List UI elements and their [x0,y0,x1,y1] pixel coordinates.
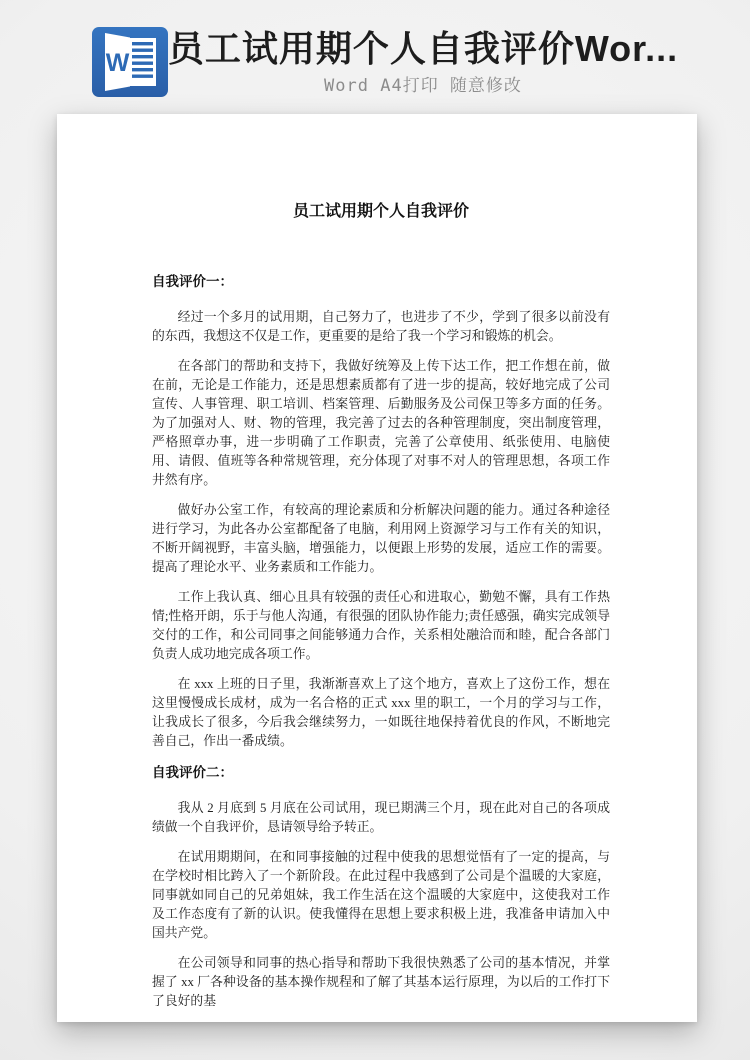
section-2 [152,763,610,1011]
body-paragraph: 在公司领导和同事的热心指导和帮助下我很快熟悉了公司的基本情况，并掌握了 xx 厂各种设备的基本操作规程和了解了其基本运行原理，为以后的工作打下了良好的基 [152,956,610,1008]
header-text-block [166,24,680,98]
body-paragraph: 在各部门的帮助和支持下，我做好统筹及上传下达工作，把工作想在前，做在前，无论是工作能力，还是思想素质都有了进一步的提高，较好地完成了公司宣传、人事管理、职工培训、档案管理、后勤服务及公司保卫等多方面的任务。为了加强对人、财、物的管理，我完善了过去的各种管理制度，突出制度管理，严格照章办事，进一步明确了工作职责，完善了公章使用、纸张使用、电脑使用、请假、值班等各种常规管理，充分体现了对事不对人的管理思想，各项工作井然有序。 [152,359,610,487]
body-paragraph: 工作上我认真、细心且具有较强的责任心和进取心，勤勉不懈，具有工作热情;性格开朗，乐于与他人沟通，有很强的团队协作能力;责任感强，确实完成领导交付的工作，和公司同事之间能够通力合作，关系相处融洽而和睦，配合各部门负责人成功地完成各项工作。 [152,590,610,661]
body-paragraph: 我从 2 月底到 5 月底在公司试用，现已期满三个月，现在此对自己的各项成绩做一个自我评价，恳请领导给予转正。 [152,801,610,834]
header-subtitle: Word A4打印 随意修改 [324,76,522,96]
word-icon-letter: W [105,49,130,77]
section-2-heading: 自我评价二： [152,765,233,780]
document-page [57,114,697,1022]
body-paragraph: 在 xxx 上班的日子里，我渐渐喜欢上了这个地方，喜欢上了这份工作，想在这里慢慢成长成材，成为一名合格的正式 xxx 里的职工，一个月的学习与工作，让我成长了很多，今后我会继续努力，一如既往地保持着优良的作风，不断地完善自己，作出一番成绩。 [152,677,610,748]
site-header [0,0,750,114]
header-title: 员工试用期个人自我评价Wor... [167,28,679,69]
body-paragraph: 做好办公室工作，有较高的理论素质和分析解决问题的能力。通过各种途径进行学习，为此各办公室都配备了电脑，利用网上资源学习与工作有关的知识，不断开阔视野，丰富头脑，增强能力，以便跟上形势的发展，适应工作的需要。提高了理论水平、业务素质和工作能力。 [152,503,610,574]
section-1-heading: 自我评价一： [152,274,233,289]
section-1 [152,272,610,751]
document-title: 员工试用期个人自我评价 [292,203,469,220]
body-paragraph: 经过一个多月的试用期，自己努力了，也进步了不少，学到了很多以前没有的东西，我想这不仅是工作，更重要的是给了我一个学习和锻炼的机会。 [152,310,610,343]
body-paragraph: 在试用期期间，在和同事接触的过程中使我的思想觉悟有了一定的提高，与在学校时相比跨入了一个新阶段。在此过程中我感到了公司是个温暖的大家庭，同事就如同自己的兄弟姐妹，我工作生活在这个温暖的大家庭中，这使我对工作及工作态度有了新的认识。使我懂得在思想上要求积极上进，我准备申请加入中国共产党。 [152,850,610,940]
word-file-icon [92,27,168,97]
